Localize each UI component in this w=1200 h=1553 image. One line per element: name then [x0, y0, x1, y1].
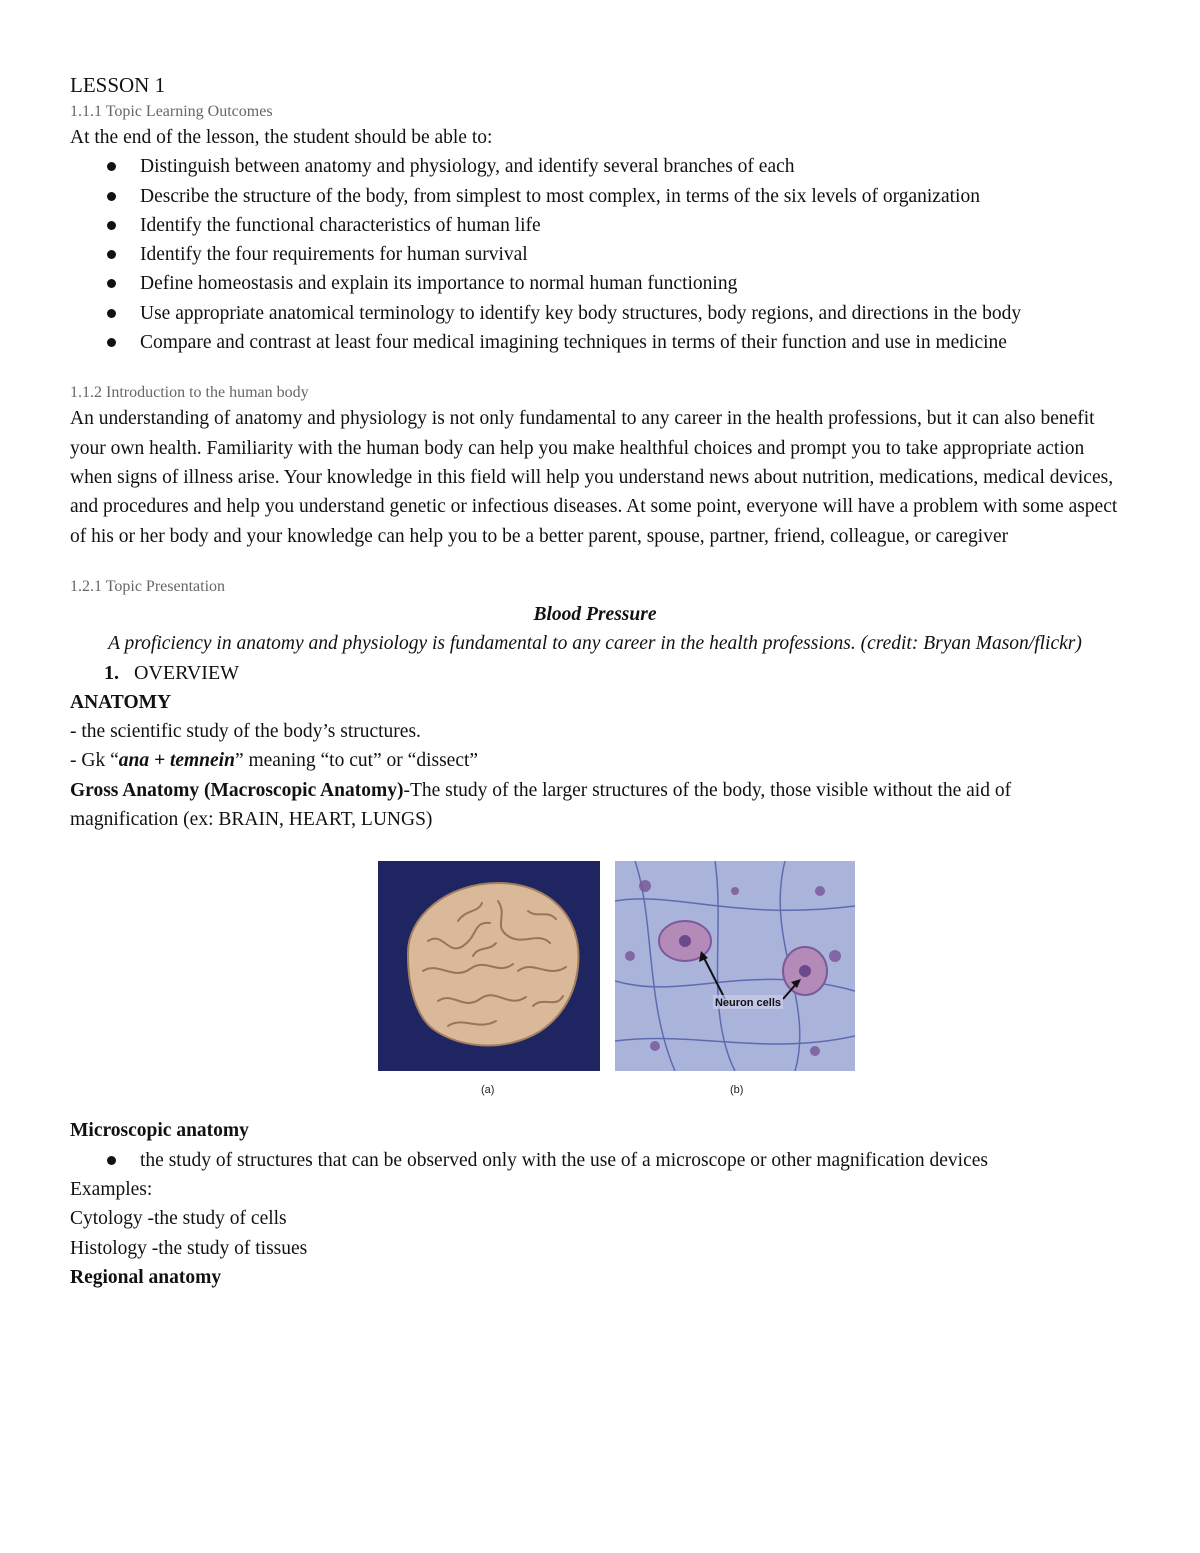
list-item: Use appropriate anatomical terminology to identify key body structures, body regions, and directions in the body [140, 299, 1120, 328]
figure-title: Blood Pressure [533, 603, 657, 625]
microscopic-heading: Microscopic anatomy [70, 1120, 249, 1142]
list-item: the study of structures that can be observed only with the use of a microscope or other magnification devices [140, 1146, 1120, 1175]
lesson-title: LESSON 1 [70, 73, 166, 97]
brain-image [378, 861, 600, 1071]
neuron-micrograph [615, 861, 855, 1071]
figure-caption: A proficiency in anatomy and physiology is fundamental to any career in the health professions. (credit: Bryan Mason/flickr) [108, 632, 1082, 654]
anatomy-definition: - the scientific study of the body’s structures. [70, 721, 421, 743]
neuron-illustration [615, 861, 855, 1071]
list-item: Define homeostasis and explain its importance to normal human functioning [140, 269, 1120, 298]
figure-label-a: (a) [481, 1084, 495, 1097]
overview-title: OVERVIEW [134, 661, 240, 684]
presentation-heading: 1.2.1 Topic Presentation [70, 577, 226, 595]
list-item: Describe the structure of the body, from simplest to most complex, in terms of the six levels of organization [140, 182, 1120, 211]
cytology-line: Cytology -the study of cells [70, 1208, 287, 1230]
gross-anatomy [70, 776, 1120, 835]
microscopic-list [70, 1146, 1120, 1175]
list-item: Compare and contrast at least four medical imagining techniques in terms of their function and use in medicine [140, 328, 1120, 357]
greek-origin [70, 746, 1120, 775]
list-item: Identify the functional characteristics of human life [140, 211, 1120, 240]
overview-heading [70, 658, 1120, 688]
greek-suffix: ” meaning “to cut” or “dissect” [234, 750, 479, 772]
histology-line: Histology -the study of tissues [70, 1237, 308, 1259]
intro-heading: 1.1.2 Introduction to the human body [70, 384, 309, 402]
figure-label-b: (b) [730, 1084, 744, 1097]
greek-prefix: - Gk “ [70, 750, 119, 772]
list-item: Distinguish between anatomy and physiology, and identify several branches of each [140, 152, 1120, 181]
brain-illustration [378, 861, 600, 1071]
gross-anatomy-definition: -The study of the larger structures of the body, those visible without the aid of magnification (ex: BRAIN, HEART, LUNGS) [70, 779, 1012, 831]
outcomes-intro: At the end of the lesson, the student should be able to: [70, 127, 493, 148]
examples-label: Examples: [70, 1178, 153, 1200]
list-item: Identify the four requirements for human survival [140, 240, 1120, 269]
outcomes-list [70, 152, 1120, 357]
overview-number: 1. [104, 661, 119, 684]
intro-paragraph: An understanding of anatomy and physiology is not only fundamental to any career in the health professions, but it can also benefit your own health. Familiarity with the human body can help you make healthful choices and prompt you to take appropriate action when signs of illness arise. Your knowledge in this field will help you understand news about nutrition, medications, medical devices, and procedures and help you understand genetic or infectious diseases. At some point, everyone will have a problem with some aspect of his or her body and your knowledge can help you to be a better parent, spouse, partner, friend, colleague, or caregiver [70, 408, 1118, 547]
gross-anatomy-term: Gross Anatomy (Macroscopic Anatomy) [70, 779, 404, 801]
neuron-label: Neuron cells [714, 997, 782, 1010]
regional-anatomy-heading: Regional anatomy [70, 1266, 222, 1288]
outcomes-heading: 1.1.1 Topic Learning Outcomes [70, 103, 273, 120]
anatomy-figures [70, 861, 1120, 1116]
greek-term: ana + temnein [118, 750, 235, 772]
anatomy-heading: ANATOMY [70, 691, 172, 713]
